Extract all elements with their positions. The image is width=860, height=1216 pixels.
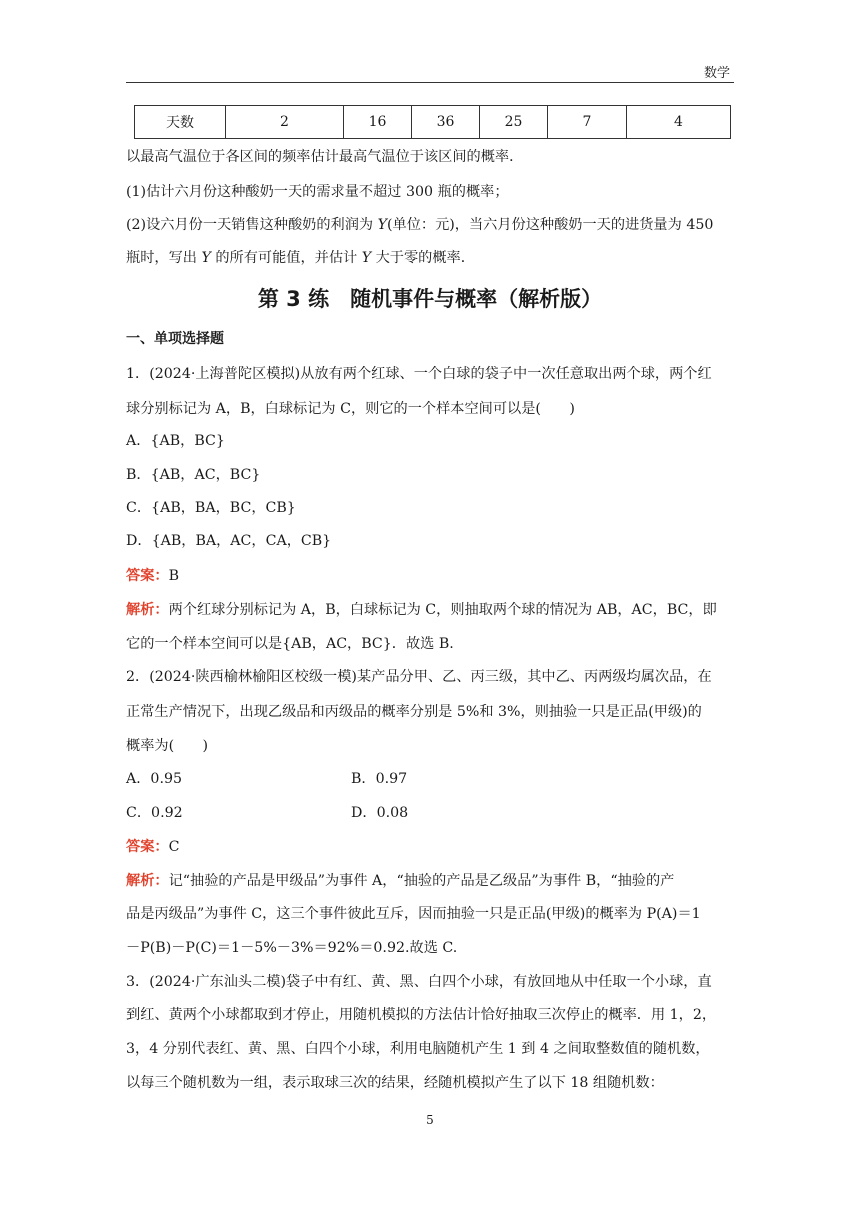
intro-question-2-line1: (2)设六月份一天销售这种酸奶的利润为 Y(单位：元)，当六月份这种酸奶一天的进货量为 450: [126, 217, 714, 233]
table-cell: 25: [480, 106, 548, 139]
intro-question-2-line2: 瓶时，写出 Y 的所有可能值，并估计 Y 大于零的概率．: [126, 250, 475, 266]
q1-option-d: D．{AB，BA，AC，CA，CB}: [126, 533, 332, 549]
q2-option-d: D．0.08: [351, 805, 409, 821]
page-title: 第 3 练 随机事件与概率（解析版）: [257, 287, 603, 311]
q2-analysis-line3: －P(B)－P(C)＝1－5%－3%＝92%＝0.92.故选 C.: [126, 940, 458, 956]
q1-option-b: B．{AB，AC，BC}: [126, 467, 261, 483]
q2-analysis-line1: 解析：记“抽验的产品是甲级品”为事件 A，“抽验的产品是乙级品”为事件 B，“抽验的产: [126, 873, 675, 889]
page-number: 5: [426, 1113, 434, 1127]
q2-stem-line3: 概率为( ): [126, 738, 209, 754]
q2-stem-line2: 正常生产情况下，出现乙级品和丙级品的概率分别是 5%和 3%，则抽验一只是正品(甲级)的: [126, 704, 702, 720]
table-cell: 4: [627, 106, 731, 139]
header-rule: [126, 82, 734, 83]
table-cell: 2: [226, 106, 344, 139]
q2-option-c: C．0.92: [126, 805, 183, 821]
q3-stem-line4: 以每三个随机数为一组，表示取球三次的结果，经随机模拟产生了以下 18 组随机数：: [126, 1075, 664, 1091]
q2-stem-line1: 2．(2024·陕西榆林榆阳区校级一模)某产品分甲、乙、丙三级，其中乙、丙两级均属次品，在: [126, 669, 712, 685]
intro-question-1: (1)估计六月份这种酸奶一天的需求量不超过 300 瓶的概率；: [126, 184, 509, 200]
q1-analysis-line2: 它的一个样本空间可以是{AB，AC，BC}．故选 B.: [126, 636, 454, 652]
q1-stem-line2: 球分别标记为 A，B，白球标记为 C，则它的一个样本空间可以是( ): [126, 401, 575, 417]
q3-stem-line3: 3，4 分别代表红、黄、黑、白四个小球，利用电脑随机产生 1 到 4 之间取整数值的随机数，: [126, 1041, 710, 1057]
q1-analysis-line1: 解析：两个红球分别标记为 A，B，白球标记为 C，则抽取两个球的情况为 AB，AC，BC，即: [126, 602, 717, 618]
table-row: [135, 106, 731, 139]
q2-option-a: A．0.95: [126, 771, 183, 787]
q3-stem-line1: 3．(2024·广东汕头二模)袋子中有红、黄、黑、白四个小球，有放回地从中任取一个小球，直: [126, 974, 712, 990]
q2-analysis-line2: 品是丙级品”为事件 C，这三个事件彼此互斥，因而抽验一只是正品(甲级)的概率为 P(A)＝1: [126, 906, 701, 922]
days-table: [134, 105, 731, 139]
intro-line: 以最高气温位于各区间的频率估计最高气温位于该区间的概率．: [126, 149, 524, 165]
q2-answer: 答案：C: [126, 839, 180, 855]
q2-option-b: B．0.97: [351, 771, 408, 787]
q3-stem-line2: 到红、黄两个小球都取到才停止，用随机模拟的方法估计恰好抽取三次停止的概率．用 1，2，: [126, 1007, 717, 1023]
q1-stem-line1: 1．(2024·上海普陀区模拟)从放有两个红球、一个白球的袋子中一次任意取出两个球，两个红: [126, 366, 712, 382]
table-row-label: 天数: [135, 106, 226, 139]
q1-answer: 答案：B: [126, 568, 180, 584]
header-subject: 数学: [703, 66, 730, 81]
table-cell: 16: [344, 106, 412, 139]
q1-option-a: A．{AB，BC}: [126, 433, 225, 449]
section-heading: 一、单项选择题: [126, 331, 224, 347]
table-cell: 36: [412, 106, 480, 139]
q1-option-c: C．{AB，BA，BC，CB}: [126, 500, 296, 516]
table-cell: 7: [548, 106, 627, 139]
